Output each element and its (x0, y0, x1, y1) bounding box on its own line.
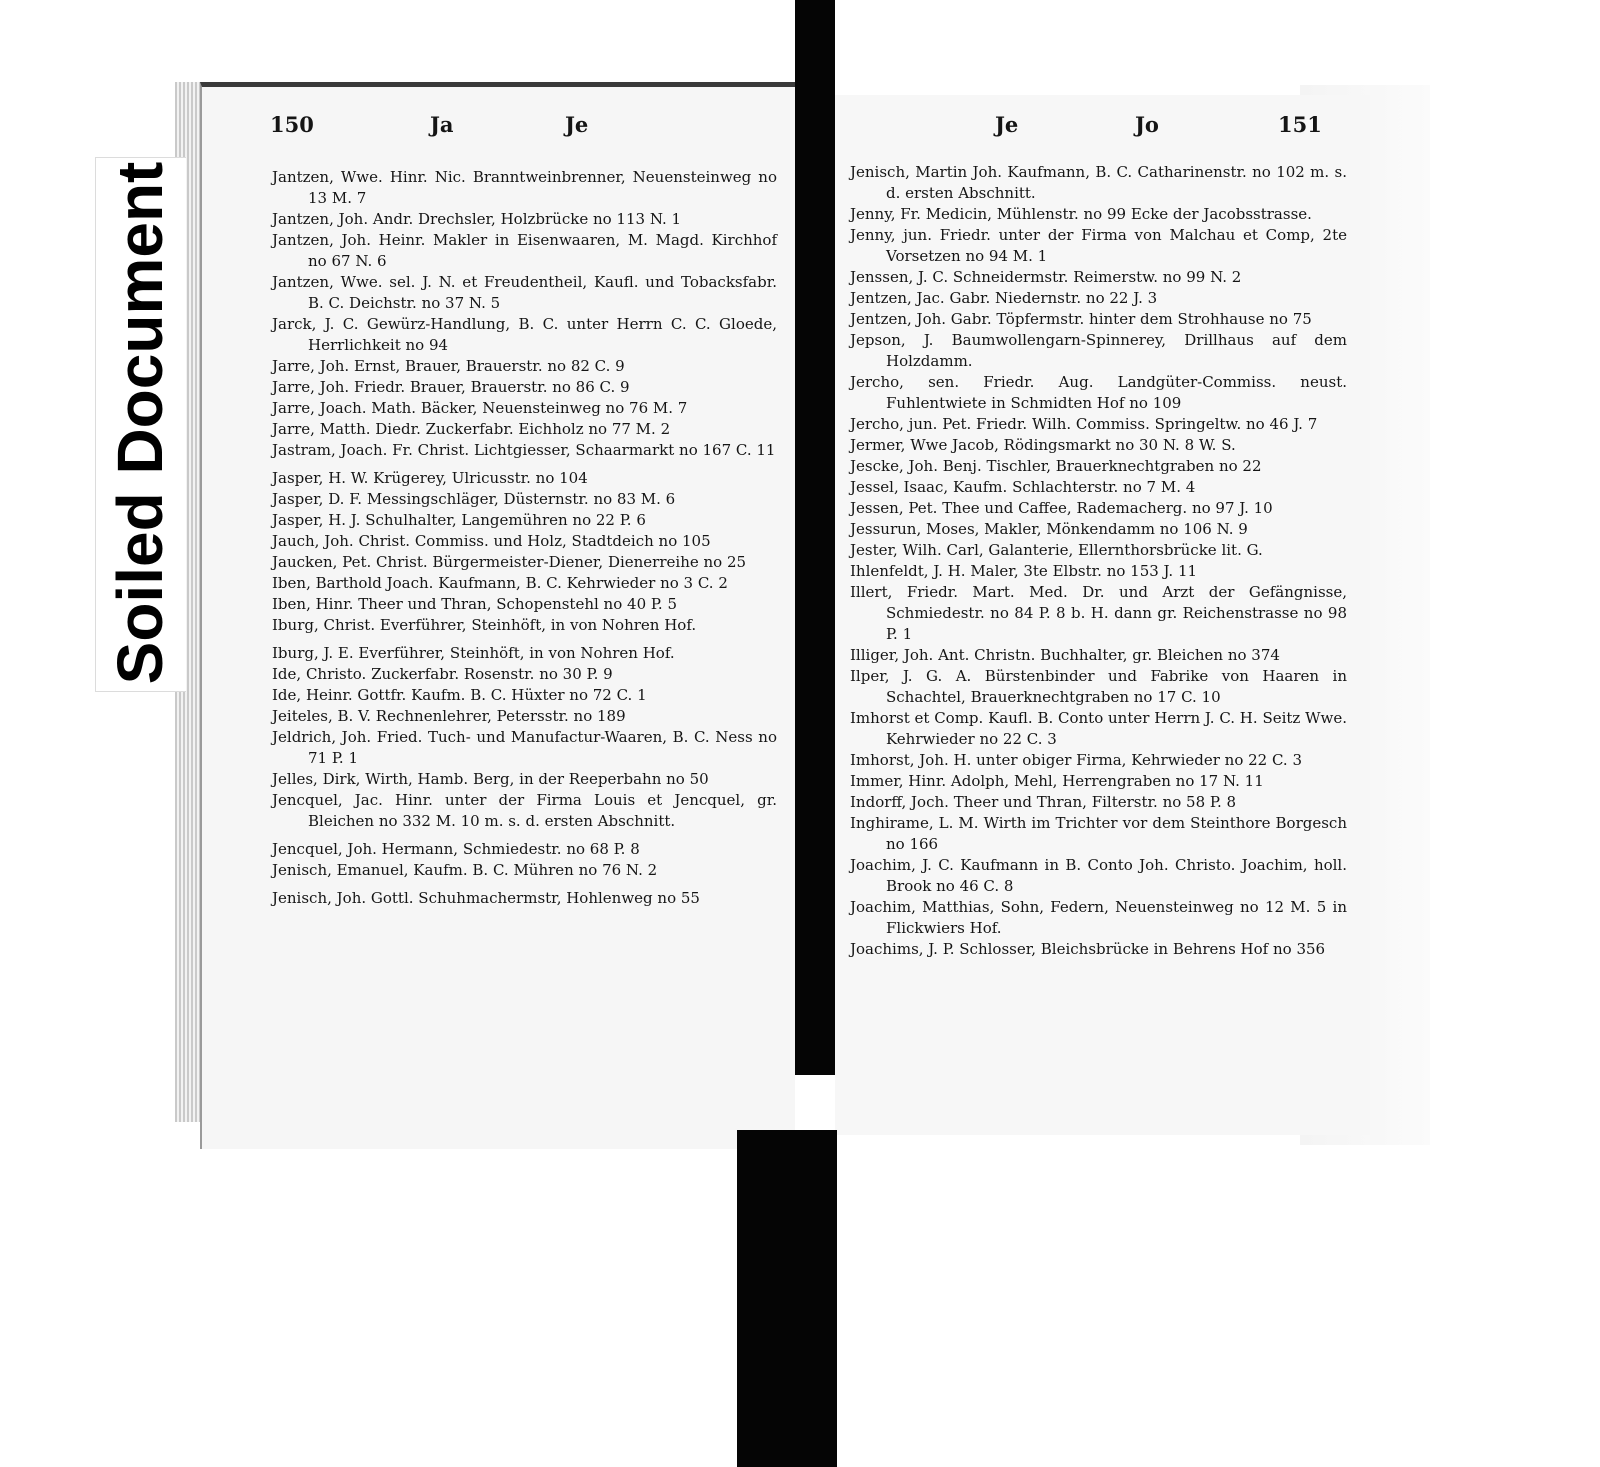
directory-entry: Imhorst et Comp. Kaufl. B. Conto unter Herrn J. C. H. Seitz Wwe. Kehrwieder no 22 C. 3 (850, 709, 1347, 748)
directory-entry: Jauch, Joh. Christ. Commiss. und Holz, Stadtdeich no 105 (272, 532, 711, 550)
right-entry-list (850, 162, 1347, 960)
directory-entry: Jentzen, Jac. Gabr. Niedernstr. no 22 J. 3 (850, 289, 1158, 307)
directory-entry: Jeiteles, B. V. Rechnenlehrer, Petersstr. no 189 (272, 707, 626, 725)
directory-entry: Iburg, Christ. Everführer, Steinhöft, in von Nohren Hof. (272, 616, 697, 634)
directory-entry: Illert, Friedr. Mart. Med. Dr. und Arzt der Gefängnisse, Schmiedestr. no 84 P. 8 b. H. dann gr. Reichenstrasse no 98 P. 1 (850, 583, 1347, 643)
directory-entry: Jencquel, Jac. Hinr. unter der Firma Louis et Jencquel, gr. Bleichen no 332 M. 10 m. s. d. ersten Abschnitt. (272, 791, 777, 830)
directory-entry: Jescke, Joh. Benj. Tischler, Brauerknechtgraben no 22 (850, 457, 1262, 475)
directory-entry: Illiger, Joh. Ant. Christn. Buchhalter, gr. Bleichen no 374 (850, 646, 1280, 664)
directory-entry: Jarre, Joach. Math. Bäcker, Neuensteinweg no 76 M. 7 (272, 399, 688, 417)
directory-entry: Jenny, Fr. Medicin, Mühlenstr. no 99 Ecke der Jacobsstrasse. (850, 205, 1312, 223)
directory-entry: Jentzen, Joh. Gabr. Töpfermstr. hinter dem Strohhause no 75 (850, 310, 1312, 328)
directory-entry: Ilper, J. G. A. Bürstenbinder und Fabrike von Haaren in Schachtel, Brauerknechtgraben no 17 C. 10 (850, 667, 1347, 706)
left-running-head-2: Je (565, 112, 589, 137)
directory-entry: Jepson, J. Baumwollengarn-Spinnerey, Drillhaus auf dem Holzdamm. (850, 331, 1347, 370)
left-running-head-1: Ja (430, 112, 454, 137)
left-entry-list (272, 167, 777, 909)
directory-entry: Jester, Wilh. Carl, Galanterie, Ellernthorsbrücke lit. G. (850, 541, 1263, 559)
directory-entry: Jasper, D. F. Messingschläger, Düsternstr. no 83 M. 6 (272, 490, 676, 508)
directory-entry: Jessel, Isaac, Kaufm. Schlachterstr. no 7 M. 4 (850, 478, 1196, 496)
soiled-label-text: Soiled Document (104, 161, 176, 685)
directory-entry: Jercho, sen. Friedr. Aug. Landgüter-Commiss. neust. Fuhlentwiete in Schmidten Hof no 109 (850, 373, 1347, 412)
right-running-head-2: Jo (1135, 112, 1159, 137)
directory-entry: Jenisch, Martin Joh. Kaufmann, B. C. Catharinenstr. no 102 m. s. d. ersten Abschnitt. (850, 163, 1347, 202)
directory-entry: Jessurun, Moses, Makler, Mönkendamm no 106 N. 9 (850, 520, 1248, 538)
directory-entry: Inghirame, L. M. Wirth im Trichter vor dem Steinthore Borgesch no 166 (850, 814, 1347, 853)
directory-entry: Jarre, Joh. Friedr. Brauer, Brauerstr. no 86 C. 9 (272, 378, 630, 396)
directory-entry: Joachims, J. P. Schlosser, Bleichsbrücke in Behrens Hof no 356 (850, 940, 1326, 958)
directory-entry: Ihlenfeldt, J. H. Maler, 3te Elbstr. no 153 J. 11 (850, 562, 1198, 580)
left-page-number: 150 (270, 112, 314, 137)
directory-entry: Jaucken, Pet. Christ. Bürgermeister-Diener, Dienerreihe no 25 (272, 553, 747, 571)
directory-entry: Jarre, Matth. Diedr. Zuckerfabr. Eichholz no 77 M. 2 (272, 420, 671, 438)
directory-entry: Jasper, H. W. Krügerey, Ulricusstr. no 104 (272, 469, 588, 487)
directory-entry: Jarre, Joh. Ernst, Brauer, Brauerstr. no 82 C. 9 (272, 357, 625, 375)
directory-entry: Jermer, Wwe Jacob, Rödingsmarkt no 30 N. 8 W. S. (850, 436, 1236, 454)
directory-entry: Jarck, J. C. Gewürz-Handlung, B. C. unter Herrn C. C. Gloede, Herrlichkeit no 94 (272, 315, 777, 354)
directory-entry: Jencquel, Joh. Hermann, Schmiedestr. no 68 P. 8 (272, 840, 640, 858)
binding-strap-lower (737, 1130, 837, 1467)
directory-entry: Immer, Hinr. Adolph, Mehl, Herrengraben no 17 N. 11 (850, 772, 1264, 790)
right-running-head-1: Je (995, 112, 1019, 137)
directory-entry: Jantzen, Wwe. Hinr. Nic. Branntweinbrenner, Neuensteinweg no 13 M. 7 (272, 168, 777, 207)
directory-entry: Jantzen, Joh. Andr. Drechsler, Holzbrücke no 113 N. 1 (272, 210, 682, 228)
directory-entry: Iben, Hinr. Theer und Thran, Schopenstehl no 40 P. 5 (272, 595, 678, 613)
directory-entry: Jantzen, Joh. Heinr. Makler in Eisenwaaren, M. Magd. Kirchhof no 67 N. 6 (272, 231, 777, 270)
directory-entry: Jeldrich, Joh. Fried. Tuch- und Manufactur-Waaren, B. C. Ness no 71 P. 1 (272, 728, 777, 767)
directory-entry: Jasper, H. J. Schulhalter, Langemühren no 22 P. 6 (272, 511, 646, 529)
directory-entry: Jenisch, Emanuel, Kaufm. B. C. Mühren no 76 N. 2 (272, 861, 658, 879)
directory-entry: Iben, Barthold Joach. Kaufmann, B. C. Kehrwieder no 3 C. 2 (272, 574, 728, 592)
directory-entry: Iburg, J. E. Everführer, Steinhöft, in von Nohren Hof. (272, 644, 675, 662)
directory-entry: Joachim, J. C. Kaufmann in B. Conto Joh. Christo. Joachim, holl. Brook no 46 C. 8 (850, 856, 1347, 895)
directory-entry: Jenny, jun. Friedr. unter der Firma von Malchau et Comp, 2te Vorsetzen no 94 M. 1 (850, 226, 1347, 265)
right-page-number: 151 (1278, 112, 1322, 137)
directory-entry: Jenisch, Joh. Gottl. Schuhmachermstr, Hohlenweg no 55 (272, 889, 700, 907)
directory-entry: Jessen, Pet. Thee und Caffee, Rademacherg. no 97 J. 10 (850, 499, 1273, 517)
directory-entry: Ide, Heinr. Gottfr. Kaufm. B. C. Hüxter no 72 C. 1 (272, 686, 647, 704)
directory-entry: Imhorst, Joh. H. unter obiger Firma, Kehrwieder no 22 C. 3 (850, 751, 1302, 769)
directory-entry: Ide, Christo. Zuckerfabr. Rosenstr. no 30 P. 9 (272, 665, 613, 683)
directory-entry: Jastram, Joach. Fr. Christ. Lichtgiesser, Schaarmarkt no 167 C. 11 (272, 441, 776, 459)
directory-entry: Jercho, jun. Pet. Friedr. Wilh. Commiss. Springeltw. no 46 J. 7 (850, 415, 1318, 433)
directory-entry: Jenssen, J. C. Schneidermstr. Reimerstw. no 99 N. 2 (850, 268, 1242, 286)
directory-entry: Indorff, Joch. Theer und Thran, Filterstr. no 58 P. 8 (850, 793, 1237, 811)
directory-entry: Jelles, Dirk, Wirth, Hamb. Berg, in der Reeperbahn no 50 (272, 770, 709, 788)
strap-gap (795, 1075, 835, 1130)
directory-entry: Joachim, Matthias, Sohn, Federn, Neuensteinweg no 12 M. 5 in Flickwiers Hof. (850, 898, 1347, 937)
directory-entry: Jantzen, Wwe. sel. J. N. et Freudentheil, Kaufl. und Tobacksfabr. B. C. Deichstr. no 37 N. 5 (272, 273, 777, 312)
